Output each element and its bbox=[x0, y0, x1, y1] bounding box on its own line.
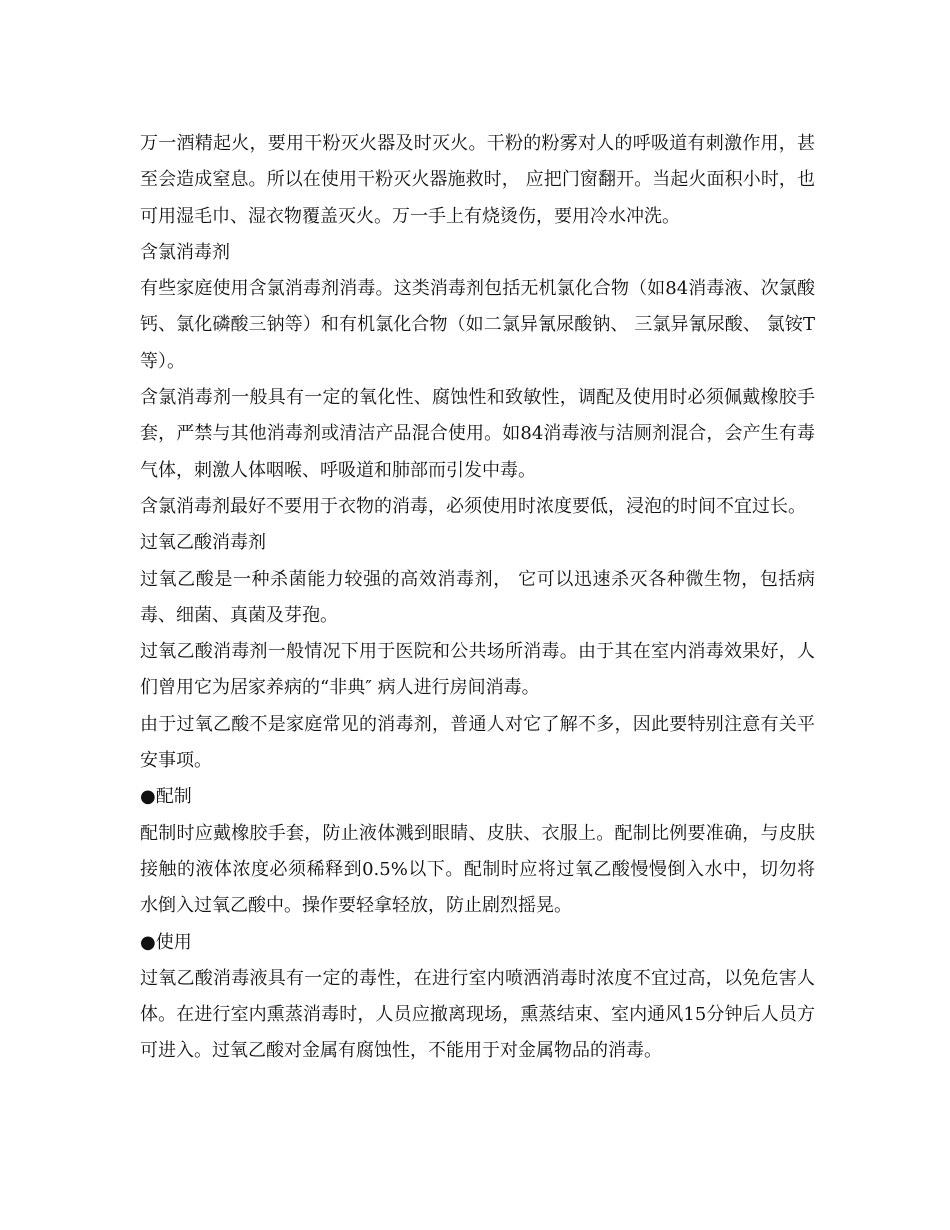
heading-preparation: ●配制 bbox=[140, 786, 192, 808]
paragraph-peracetic-usage: 过氧乙酸消毒剂一般情况下用于医院和公共场所消毒。由于其在室内消毒效果好，人们曾用它为居家养病的“非典″ 病人进行房间消毒。 bbox=[140, 641, 815, 699]
document-body bbox=[140, 126, 815, 1070]
heading-peracetic-acid: 过氧乙酸消毒剂 bbox=[140, 532, 266, 554]
paragraph-use: 过氧乙酸消毒液具有一定的毒性，在进行室内喷洒消毒时浓度不宜过高，以免危害人体。在进行室内熏蒸消毒时，人员应撤离现场，熏蒸结束、室内通风15分钟后人员方可进入。过氧乙酸对金属有腐蚀性，不能用于对金属物品的消毒。 bbox=[140, 967, 815, 1062]
paragraph-chlorine-types: 有些家庭使用含氯消毒剂消毒。这类消毒剂包括无机氯化合物（如84消毒液、次氯酸钙、氯化磷酸三钠等）和有机氯化合物（如二氯异氰尿酸钠、 三氯异氰尿酸、 氯铵T等）。 bbox=[140, 278, 815, 372]
heading-use: ●使用 bbox=[140, 931, 192, 953]
paragraph-chlorine-safety: 含氯消毒剂一般具有一定的氧化性、腐蚀性和致敏性，调配及使用时必须佩戴橡胶手套，严禁与其他消毒剂或清洁产品混合使用。如84消毒液与洁厕剂混合，会产生有毒气体，刺激人体咽喉、呼吸道和肺部而引发中毒。 bbox=[140, 387, 815, 481]
heading-chlorine-disinfectant: 含氯消毒剂 bbox=[140, 241, 230, 263]
paragraph-preparation: 配制时应戴橡胶手套，防止液体溅到眼睛、皮肤、衣服上。配制比例要准确，与皮肤接触的液体浓度必须稀释到0.5%以下。配制时应将过氧乙酸慢慢倒入水中，切勿将水倒入过氧乙酸中。操作要轻拿轻放，防止剧烈摇晃。 bbox=[140, 822, 815, 917]
paragraph-peracetic-caution: 由于过氧乙酸不是家庭常见的消毒剂，普通人对它了解不多，因此要特别注意有关平安事项。 bbox=[140, 713, 815, 772]
paragraph-peracetic-intro: 过氧乙酸是一种杀菌能力较强的高效消毒剂， 它可以迅速杀灭各种微生物，包括病毒、细菌、真菌及芽孢。 bbox=[140, 568, 815, 626]
paragraph-alcohol-fire: 万一酒精起火，要用干粉灭火器及时灭火。干粉的粉雾对人的呼吸道有刺激作用，甚至会造成窒息。所以在使用干粉灭火器施救时， 应把门窗翻开。当起火面积小时，也可用湿毛巾、湿衣物覆盖灭火。万一手上有烧烫伤，要用冷水冲洗。 bbox=[140, 133, 815, 227]
paragraph-chlorine-clothing: 含氯消毒剂最好不要用于衣物的消毒，必须使用时浓度要低，浸泡的时间不宜过长。 bbox=[140, 495, 806, 517]
